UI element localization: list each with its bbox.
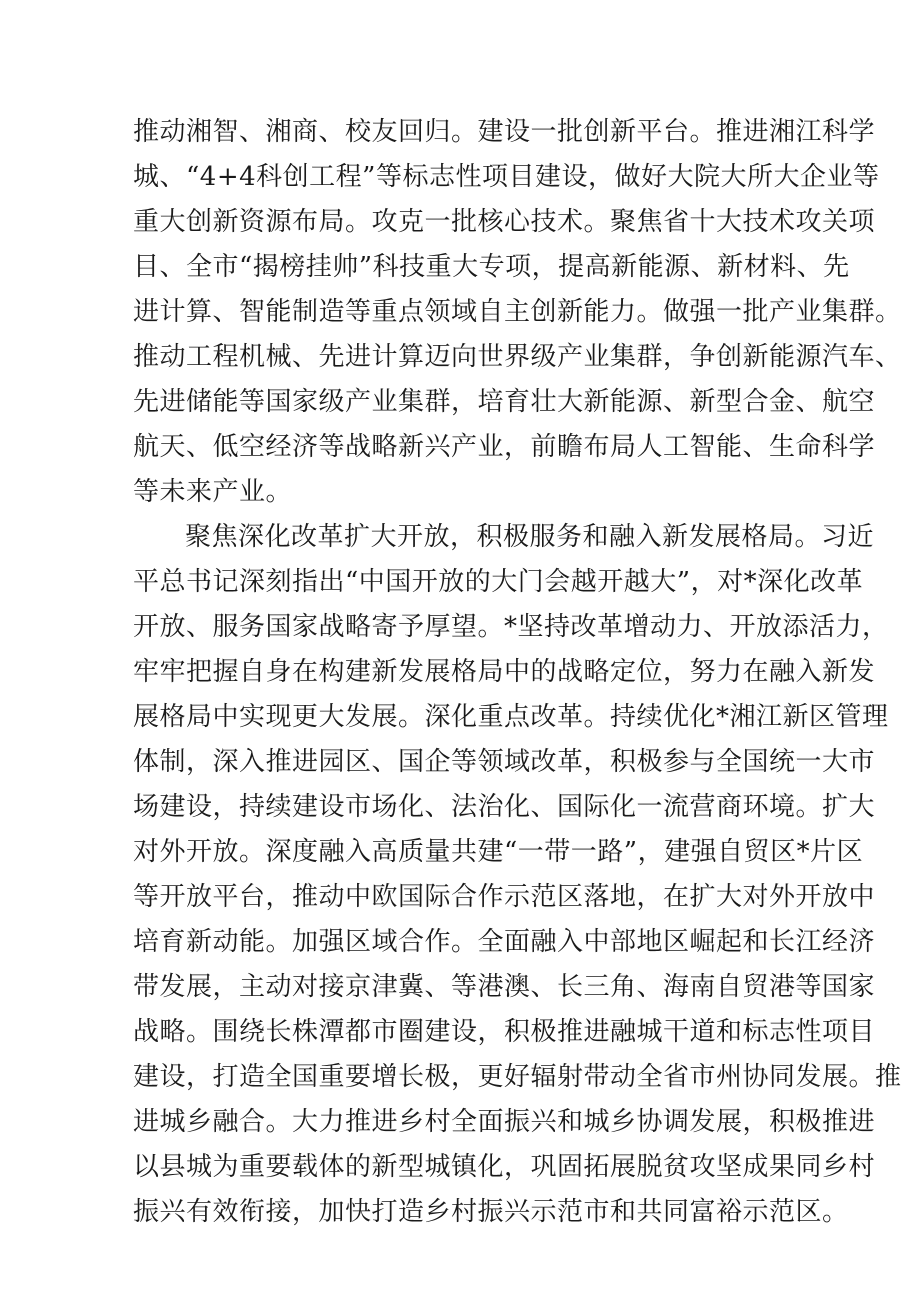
paragraph-2-line: 聚焦深化改革扩大开放，积极服务和融入新发展格局。习近 — [185, 522, 875, 552]
paragraph-2-line: 对外开放。深度融入高质量共建“一带一路”，建强自贸区*片区 — [133, 837, 864, 867]
paragraph-2-line: 牢牢把握自身在构建新发展格局中的战略定位，努力在融入新发 — [133, 657, 876, 687]
paragraph-1-line: 进计算、智能制造等重点领域自主创新能力。做强一批产业集群。 — [133, 297, 902, 327]
paragraph-2-line: 培育新动能。加强区域合作。全面融入中部地区崛起和长江经济 — [133, 927, 876, 957]
paragraph-2-line: 展格局中实现更大发展。深化重点改革。持续优化*湘江新区管理 — [133, 702, 889, 732]
paragraph-2-line: 振兴有效衔接，加快打造乡村振兴示范市和共同富裕示范区。 — [133, 1197, 849, 1227]
paragraph-2-line: 场建设，持续建设市场化、法治化、国际化一流营商环境。扩大 — [133, 792, 876, 822]
paragraph-1-line: 目、全市“揭榜挂帅”科技重大专项，提高新能源、新材料、先 — [133, 252, 850, 282]
paragraph-2-line: 体制，深入推进园区、国企等领域改革，积极参与全国统一大市 — [133, 747, 876, 777]
paragraph-2-line: 带发展，主动对接京津冀、等港澳、长三角、海南自贸港等国家 — [133, 972, 876, 1002]
paragraph-1-line: 推动工程机械、先进计算迈向世界级产业集群，争创新能源汽车、 — [133, 342, 902, 372]
paragraph-2-line: 以县城为重要载体的新型城镇化，巩固拓展脱贫攻坚成果同乡村 — [133, 1152, 876, 1182]
paragraph-1-line: 重大创新资源布局。攻克一批核心技术。聚焦省十大技术攻关项 — [133, 207, 876, 237]
paragraph-1-line: 城、“4+4科创工程”等标志性项目建设，做好大院大所大企业等 — [133, 162, 880, 192]
paragraph-2-line: 建设，打造全国重要增长极，更好辐射带动全省市州协同发展。推 — [133, 1062, 902, 1092]
paragraph-2-line: 开放、服务国家战略寄予厚望。*坚持改革增动力、开放添活力， — [133, 612, 889, 642]
paragraph-2-line: 战略。围绕长株潭都市圈建设，积极推进融城干道和标志性项目 — [133, 1017, 876, 1047]
paragraph-2-line: 等开放平台，推动中欧国际合作示范区落地，在扩大对外开放中 — [133, 882, 876, 912]
paragraph-1-line: 等未来产业。 — [133, 477, 293, 507]
paragraph-1-line: 先进储能等国家级产业集群，培育壮大新能源、新型合金、航空 — [133, 387, 876, 417]
paragraph-2-line: 进城乡融合。大力推进乡村全面振兴和城乡协调发展，积极推进 — [133, 1107, 876, 1137]
paragraph-2-line: 平总书记深刻指出“中国开放的大门会越开越大”，对*深化改革 — [133, 567, 864, 597]
paragraph-1-line: 推动湘智、湘商、校友回归。建设一批创新平台。推进湘江科学 — [133, 117, 876, 147]
paragraph-1-line: 航天、低空经济等战略新兴产业，前瞻布局人工智能、生命科学 — [133, 432, 876, 462]
